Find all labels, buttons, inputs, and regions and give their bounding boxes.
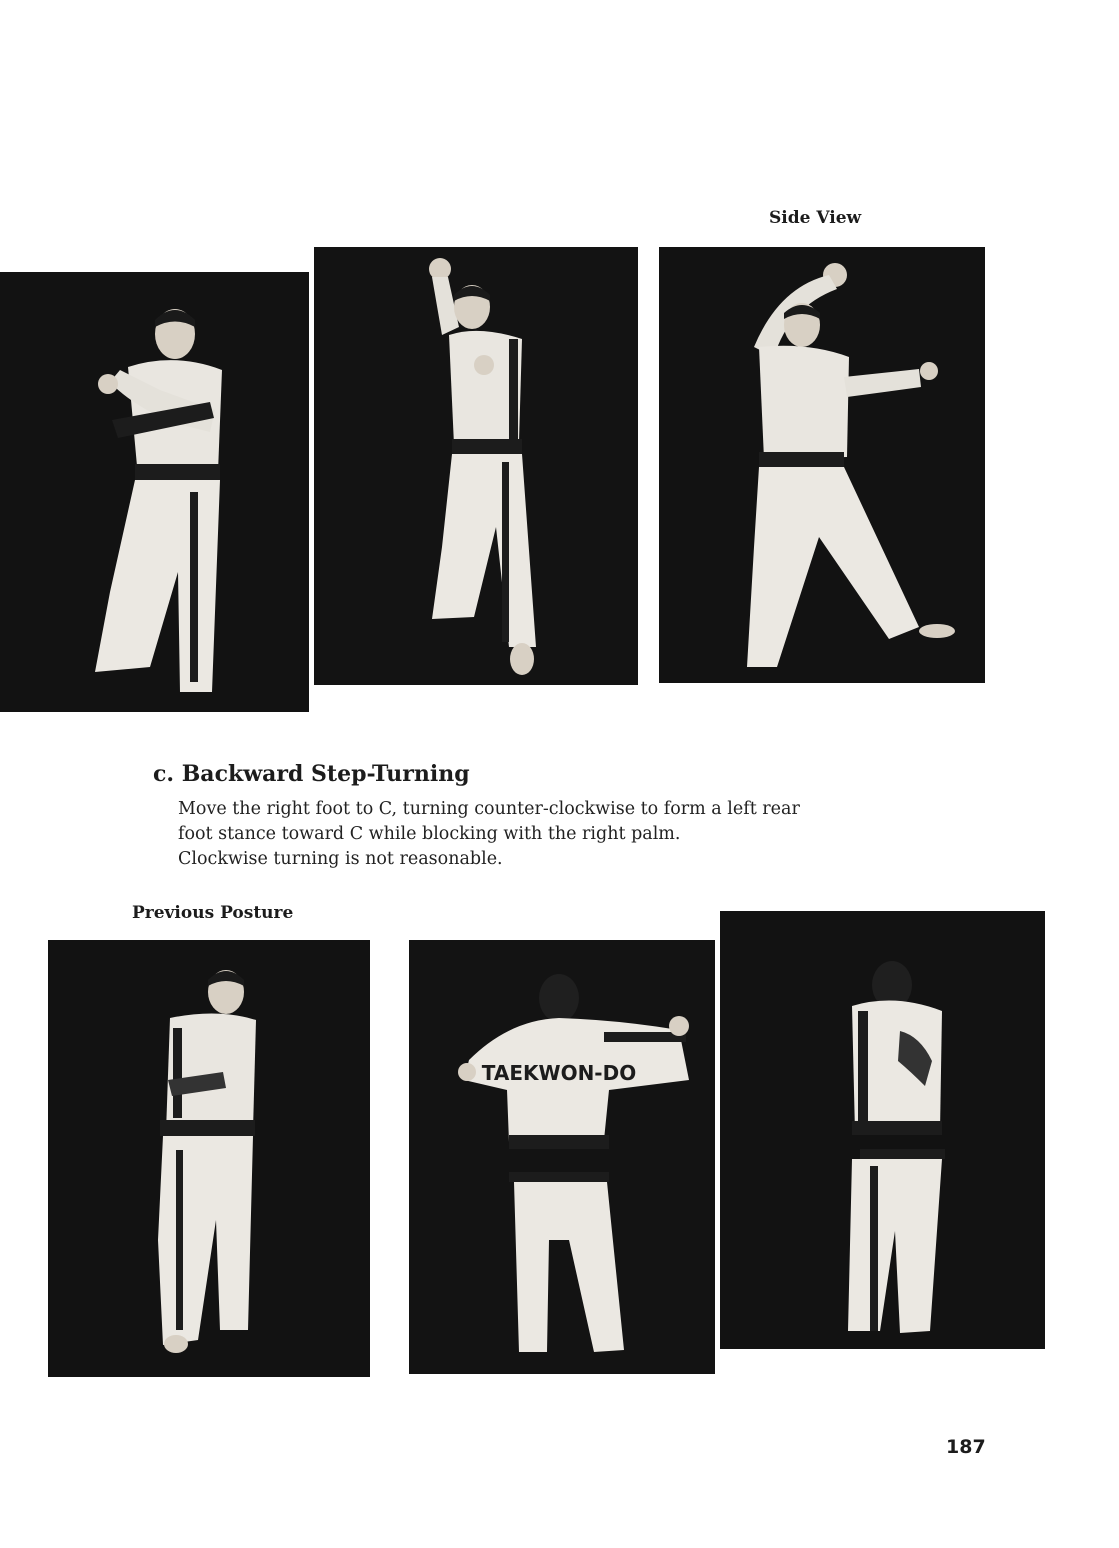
photo-stance-front [0,272,309,712]
instruction-line: Clockwise turning is not reasonable. [178,849,503,869]
figure-illustration [48,940,370,1377]
photo-turning-side [720,911,1045,1349]
instruction-text [178,797,938,872]
photo-back-view-turning [409,940,715,1374]
figure-illustration [0,272,309,712]
section-title: c. Backward Step-Turning [153,761,470,787]
figure-illustration [659,247,985,683]
figure-illustration [409,940,715,1374]
photo-rising-block [314,247,638,685]
caption-side-view: Side View [769,208,862,228]
caption-previous-posture: Previous Posture [132,903,294,923]
photo-side-view [659,247,985,683]
figure-illustration [720,911,1045,1349]
figure-illustration [314,247,638,685]
instruction-line: foot stance toward C while blocking with the right palm. [178,824,681,844]
page-number: 187 [946,1436,986,1458]
jacket-lettering: TAEKWON-DO [481,1061,637,1085]
photo-previous-posture [48,940,370,1377]
instruction-line: Move the right foot to C, turning counter-clockwise to form a left rear [178,799,800,819]
